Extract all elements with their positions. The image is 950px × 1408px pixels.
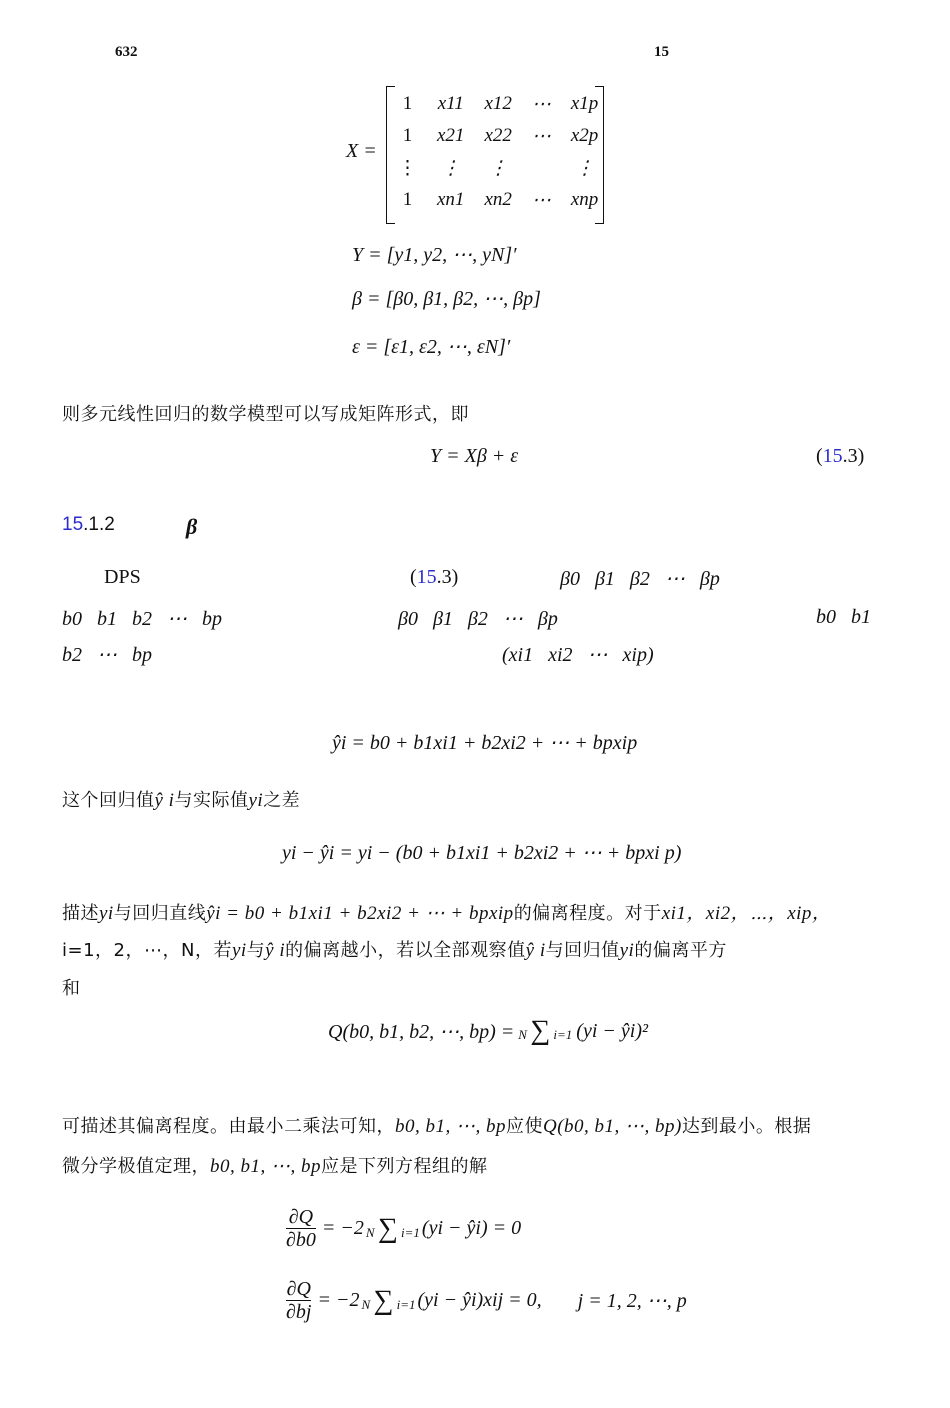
def-beta: β = [β0, β1, β2, ⋯, βp]	[352, 288, 541, 310]
paragraph-deviation-line3: 和	[62, 978, 81, 999]
equation-system-1: $\frac{\partial Q}{\partial b0}$ = −2 N ∑ i=1 (yi − ŷi) = 0	[286, 1206, 522, 1251]
matrix-cell: ⋯	[531, 189, 551, 211]
chapter-number: 15	[654, 44, 669, 60]
matrix-cell: xn2	[484, 189, 512, 210]
matrix-cell: ⋯	[531, 93, 551, 115]
summation-symbol-2: N ∑ i=1	[361, 1284, 416, 1316]
matrix-cell: xn1	[437, 189, 465, 210]
equation-label-15-3: (15.3)	[816, 445, 865, 467]
equation-system-2: $\frac{\partial Q}{\partial bj}$ = −2 N ∑ i=1 (yi − ŷi)xij = 0, j = 1, 2, ⋯, p	[286, 1278, 687, 1323]
matrix-cell: 1	[402, 189, 413, 210]
summation-symbol-1: N ∑ i=1	[365, 1212, 420, 1244]
matrix-cell: x11	[437, 93, 464, 114]
matrix-cell: x22	[484, 125, 512, 146]
section-beta-symbol: β	[186, 514, 198, 539]
dps-equation-ref: (15.3)	[410, 566, 459, 588]
paragraph-deviation-line2: i=1，2，⋯，N，若yi与ŷ i的偏离越小，若以全部观察值ŷ i与回归值yi的偏离平方	[62, 940, 727, 961]
matrix-cell: ⋮	[488, 157, 508, 179]
matrix-row	[388, 152, 608, 184]
matrix-lhs: X =	[346, 140, 377, 162]
equation-difference: yi − ŷi = yi − (b0 + b1xi1 + b2xi2 + ⋯ + bpxi p)	[282, 842, 682, 864]
page-number: 632	[115, 44, 138, 60]
partial-fraction-1: $\frac{\partial Q}{\partial b0}$	[286, 1206, 316, 1251]
matrix-cell: x12	[484, 93, 512, 114]
paragraph-least-squares-line2: 微分学极值定理，b0, b1, ⋯, bp应是下列方程组的解	[62, 1156, 488, 1177]
equation-q: Q(b0, b1, b2, ⋯, bp) = N ∑ i=1 (yi − ŷi)²	[328, 1015, 648, 1046]
matrix-cell: ⋮	[398, 157, 417, 179]
dps-bs-2: b2 ⋯ bp	[62, 644, 152, 666]
dps-xs: (xi1 xi2 ⋯ xip)	[502, 644, 654, 666]
paragraph-least-squares-line1: 可描述其偏离程度。由最小二乘法可知，b0, b1, ⋯, bp应使Q(b0, b1, ⋯, bp)达到最小。根据	[62, 1116, 812, 1137]
def-y: Y = [y1, y2, ⋯, yN]′	[352, 244, 517, 266]
matrix-x	[386, 86, 604, 224]
matrix-cell: x2p	[570, 125, 599, 146]
matrix-row	[388, 184, 608, 216]
paragraph-residual: 这个回归值ŷ i与实际值yi之差	[62, 790, 301, 811]
matrix-cell: x21	[437, 125, 465, 146]
partial-fraction-2: $\frac{\partial Q}{\partial bj}$	[286, 1278, 312, 1323]
paragraph-matrix-form: 则多元线性回归的数学模型可以写成矩阵形式，即	[62, 404, 469, 425]
section-heading: 15.1.2	[62, 514, 115, 535]
matrix-row	[388, 120, 608, 152]
dps-label: DPS	[104, 566, 141, 588]
equation-yhat: ŷi = b0 + b1xi1 + b2xi2 + ⋯ + bpxip	[332, 732, 638, 754]
matrix-cell: ⋮	[441, 157, 461, 179]
matrix-cell: xnp	[570, 189, 599, 210]
matrix-cell: ⋯	[531, 125, 551, 147]
dps-bs-end: b0 b1	[816, 606, 871, 628]
equation-15-3: Y = Xβ + ε	[430, 445, 519, 467]
dps-bs-1: b0 b1 b2 ⋯ bp	[62, 608, 222, 630]
matrix-cell: ⋮	[575, 157, 595, 179]
paragraph-deviation-line1: 描述yi与回归直线ŷi = b0 + b1xi1 + b2xi2 + ⋯ + bpxip的偏离程度。对于xi1，xi2，⋯，xip，	[62, 903, 832, 924]
def-epsilon: ε = [ε1, ε2, ⋯, εN]′	[352, 336, 511, 358]
matrix-cell: 1	[402, 93, 413, 114]
dps-betas-2: β0 β1 β2 ⋯ βp	[398, 608, 558, 630]
matrix-cell	[522, 152, 561, 184]
matrix-row	[388, 88, 608, 120]
summation-symbol: N ∑ i=1	[518, 1015, 573, 1046]
matrix-cell: 1	[402, 125, 413, 146]
dps-betas-1: β0 β1 β2 ⋯ βp	[560, 568, 720, 590]
matrix-cell: x1p	[570, 93, 599, 114]
